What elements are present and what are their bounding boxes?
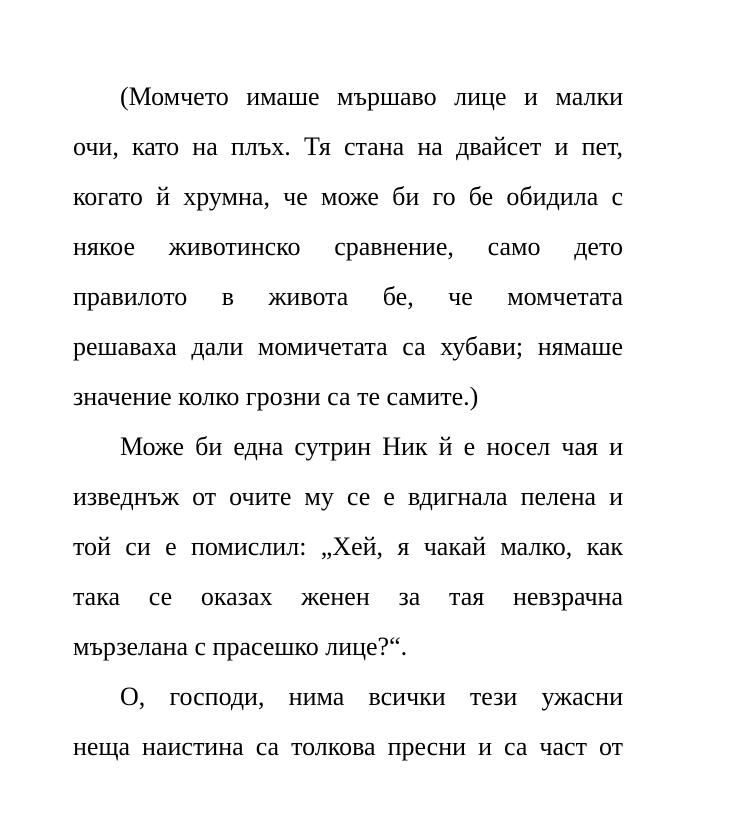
text-line: когато й хрумна, че може би го бе обидила с (73, 182, 623, 211)
text-line: О, господи, нима всички тези ужасни (120, 682, 623, 711)
text-line: неща наистина са толкова пресни и са част от (73, 732, 623, 761)
body-text (73, 72, 623, 772)
text-line: изведнъж от очите му се е вдигнала пелена и (73, 482, 623, 511)
text-line: значение колко грозни са те самите.) (73, 382, 479, 411)
text-line: очи, като на плъх. Тя стана на двайсет и пет, (73, 132, 623, 161)
text-line: мързелана с прасешко лице?“. (73, 632, 408, 661)
text-line: (Момчето имаше мършаво лице и малки (120, 82, 623, 111)
text-line: той си е помислил: „Хей, я чакай малко, как (73, 532, 623, 561)
text-line: някое животинско сравнение, само дето (73, 232, 623, 261)
paragraph-1 (73, 72, 623, 422)
paragraph-2 (73, 422, 623, 672)
text-line: така се оказах женен за тая невзрачна (73, 582, 623, 611)
text-line: правилото в живота бе, че момчетата (73, 282, 623, 311)
text-line: решаваха дали момичетата са хубави; нямаше (73, 332, 623, 361)
paragraph-3 (73, 672, 623, 772)
text-line: Може би една сутрин Ник й е носел чая и (120, 432, 623, 461)
